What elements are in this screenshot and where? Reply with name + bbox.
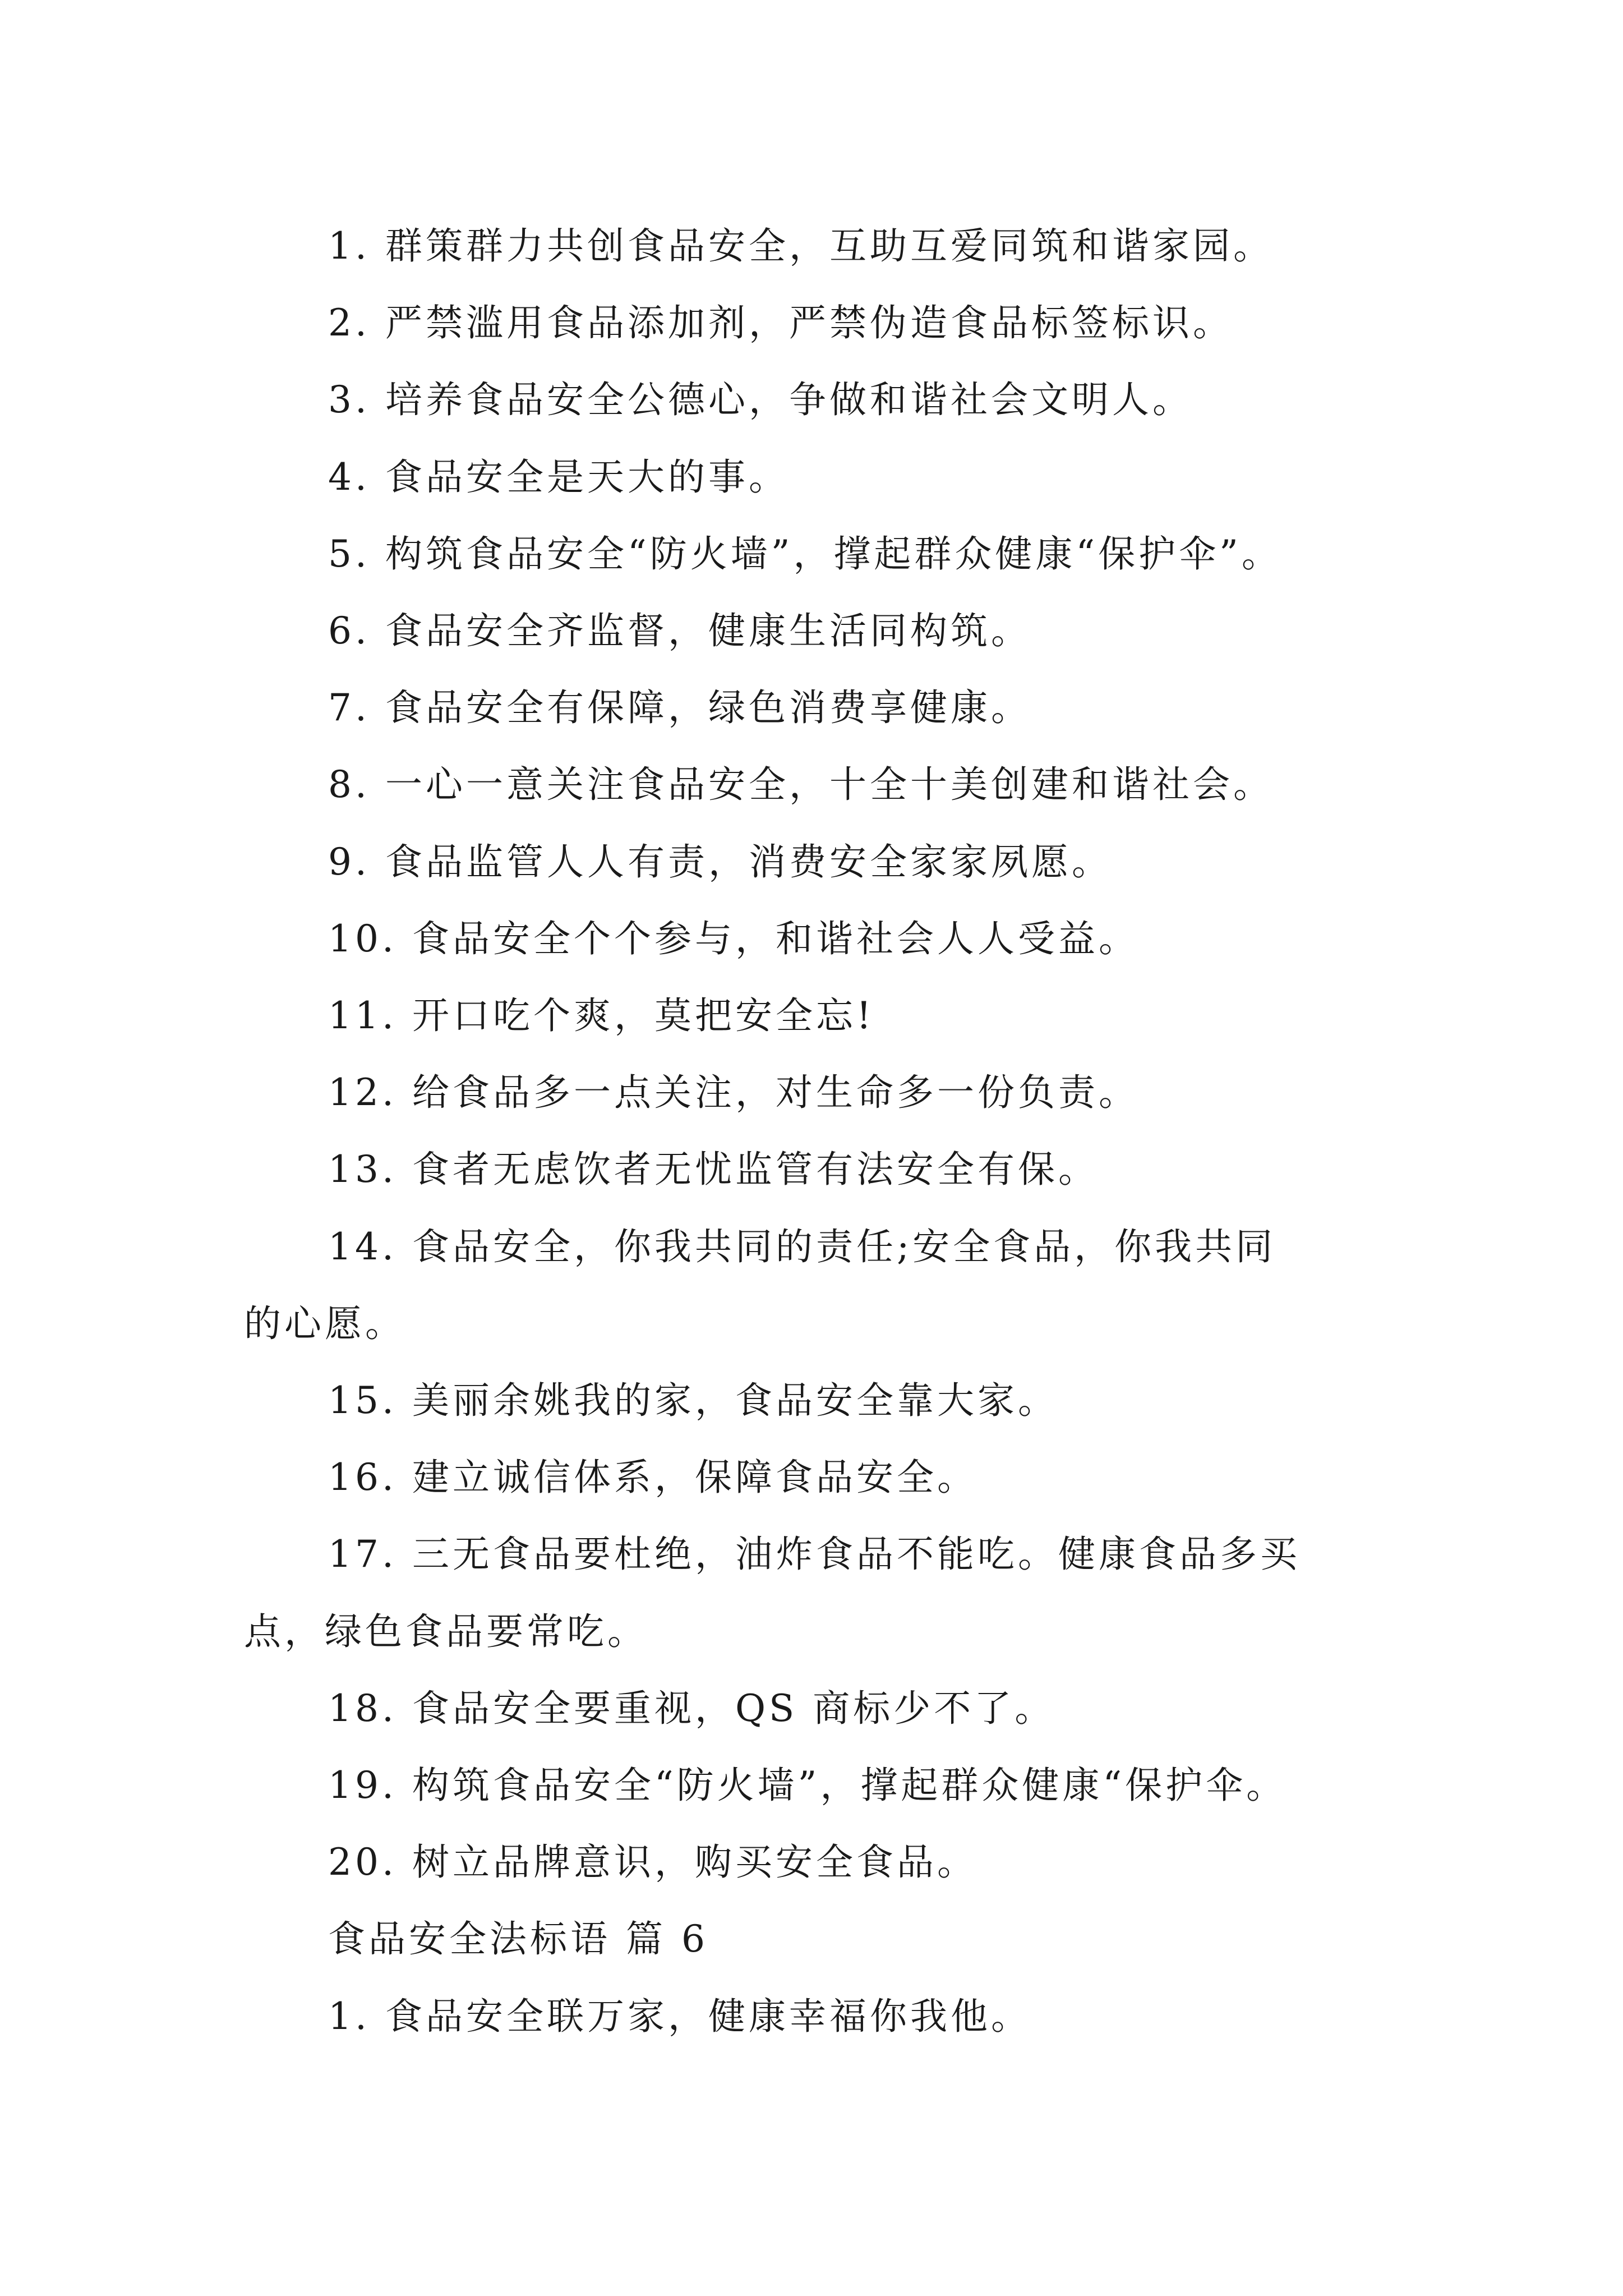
slogan-line: 7. 食品安全有保障，绿色消费享健康。 <box>328 686 1031 730</box>
slogan-line-continuation: 的心愿。 <box>244 1301 405 1345</box>
slogan-line: 13. 食者无虑饮者无忧监管有法安全有保。 <box>328 1148 1099 1191</box>
document-body <box>244 208 1382 2055</box>
slogan-line: 10. 食品安全个个参与，和谐社会人人受益。 <box>328 917 1139 960</box>
slogan-line: 19. 构筑食品安全“防火墙”，撑起群众健康“保护伞。 <box>328 1764 1287 1807</box>
section-heading: 食品安全法标语 篇 6 <box>328 1917 708 1961</box>
slogan-line: 11. 开口吃个爽，莫把安全忘! <box>328 994 875 1038</box>
slogan-line: 6. 食品安全齐监督，健康生活同构筑。 <box>328 609 1031 653</box>
slogan-line: 16. 建立诚信体系，保障食品安全。 <box>328 1456 978 1499</box>
slogan-line: 20. 树立品牌意识，购买安全食品。 <box>328 1841 978 1884</box>
slogan-line-continuation: 点，绿色食品要常吃。 <box>244 1609 648 1653</box>
slogan-line: 18. 食品安全要重视，QS 商标少不了。 <box>328 1686 1055 1730</box>
slogan-line: 8. 一心一意关注食品安全，十全十美创建和谐社会。 <box>328 763 1274 807</box>
slogan-line: 15. 美丽余姚我的家，食品安全靠大家。 <box>328 1379 1058 1423</box>
slogan-line: 9. 食品监管人人有责，消费安全家家夙愿。 <box>328 840 1112 884</box>
slogan-line: 4. 食品安全是天大的事。 <box>328 455 789 499</box>
slogan-line: 5. 构筑食品安全“防火墙”，撑起群众健康“保护伞”。 <box>328 532 1282 576</box>
slogan-line: 2. 严禁滥用食品添加剂，严禁伪造食品标签标识。 <box>328 301 1233 345</box>
slogan-line: 12. 给食品多一点关注，对生命多一份负责。 <box>328 1071 1139 1115</box>
slogan-line: 1. 群策群力共创食品安全，互助互爱同筑和谐家园。 <box>328 224 1274 268</box>
slogan-line: 3. 培养食品安全公德心，争做和谐社会文明人。 <box>328 378 1193 422</box>
slogan-line: 17. 三无食品要杜绝，油炸食品不能吃。健康食品多买 <box>328 1533 1301 1576</box>
slogan-line: 1. 食品安全联万家，健康幸福你我他。 <box>328 1994 1031 2038</box>
slogan-line: 14. 食品安全，你我共同的责任;安全食品，你我共同 <box>328 1225 1276 1268</box>
